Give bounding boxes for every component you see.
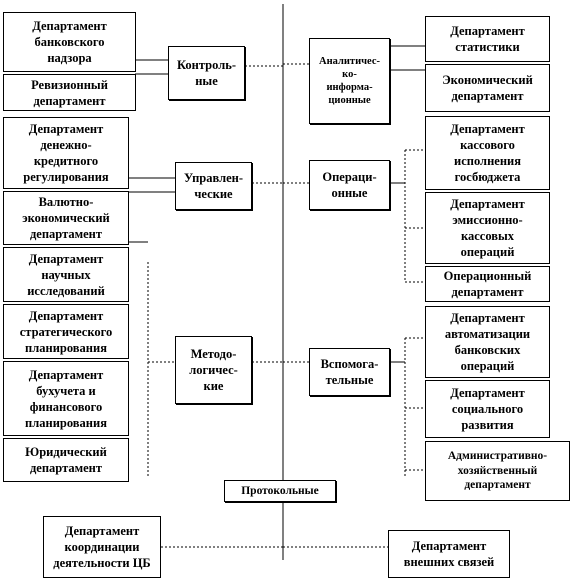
group-methodological: Методо- логичес- кие — [175, 336, 252, 404]
group-analytical: Аналитичес- ко- информа- ционные — [309, 38, 390, 124]
dept-legal: Юридический департамент — [3, 438, 129, 482]
group-protocol: Протокольные — [224, 480, 336, 502]
dept-operational: Операционный департамент — [425, 266, 550, 302]
group-control: Контроль- ные — [168, 46, 245, 100]
group-managerial: Управлен- ческие — [175, 162, 252, 210]
dept-monetary-credit: Департамент денежно- кредитного регулирования — [3, 117, 129, 189]
dept-strategic-planning: Департамент стратегического планирования — [3, 304, 129, 359]
dept-emission-cash: Департамент эмиссионно- кассовых операций — [425, 192, 550, 264]
dept-social-development: Департамент социального развития — [425, 380, 550, 438]
dept-statistics: Департамент статистики — [425, 16, 550, 62]
dept-audit: Ревизионный департамент — [3, 74, 136, 111]
dept-external-relations: Департамент внешних связей — [388, 530, 510, 578]
dept-accounting-financial: Департамент бухучета и финансового планирования — [3, 361, 129, 436]
dept-economic: Экономический департамент — [425, 64, 550, 112]
dept-scientific-research: Департамент научных исследований — [3, 247, 129, 302]
dept-banking-supervision: Департамент банковского надзора — [3, 12, 136, 72]
dept-automation: Департамент автоматизации банковских операций — [425, 306, 550, 378]
group-operational: Операци- онные — [309, 160, 390, 210]
dept-fx-economic: Валютно- экономический департамент — [3, 191, 129, 245]
dept-admin-economic: Административно- хозяйственный департамент — [425, 441, 570, 501]
dept-cb-coordination: Департамент координации деятельности ЦБ — [43, 516, 161, 578]
group-auxiliary: Вспомога- тельные — [309, 348, 390, 396]
dept-cash-budget: Департамент кассового исполнения госбюджета — [425, 116, 550, 190]
